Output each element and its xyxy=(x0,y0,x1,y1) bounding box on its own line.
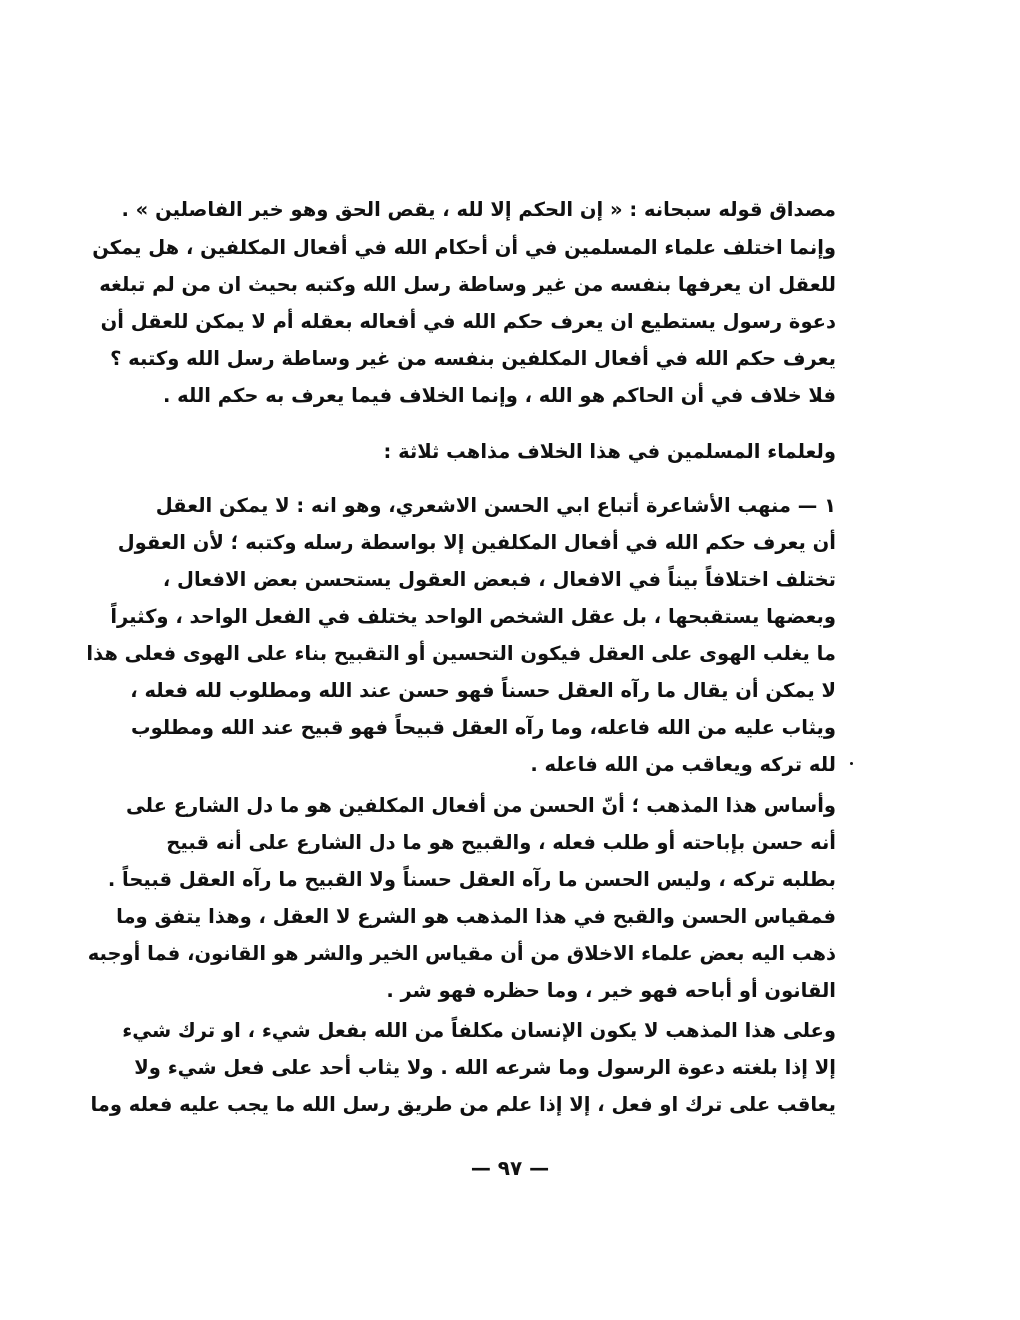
text-line: ولعلماء المسلمين في هذا الخلاف مذاهب ثلاثة : xyxy=(383,440,836,463)
text-line: وبعضها يستقبحها ، بل عقل الشخص الواحد يختلف في الفعل الواحد ، وكثيراً xyxy=(110,605,836,628)
text-line: القانون أو أباحه فهو خير ، وما حظره فهو شر . xyxy=(386,979,836,1002)
text-line: وإنما اختلف علماء المسلمين في أن أحكام الله في أفعال المكلفين ، هل يمكن xyxy=(92,236,836,259)
text-line: ١ — منهب الأشاعرة أتباع ابي الحسن الاشعري، وهو انه : لا يمكن العقل xyxy=(155,494,836,517)
text-line: لله تركه ويعاقب من الله فاعله . xyxy=(530,753,836,776)
paragraph-disagreement xyxy=(92,229,836,414)
paragraph-basis-of-school xyxy=(87,787,836,1009)
paragraph-ashari-school xyxy=(86,487,836,783)
text-line: أنه حسن بإباحته أو طلب فعله ، والقبيح هو ما دل الشارع على أنه قبيح xyxy=(166,831,836,854)
text-line: أن يعرف حكم الله في أفعال المكلفين إلا بواسطة رسله وكتبه ؛ لأن العقول xyxy=(117,531,836,554)
print-speck xyxy=(850,762,853,765)
text-line: وعلى هذا المذهب لا يكون الإنسان مكلفاً من الله بفعل شيء ، او ترك شيء xyxy=(122,1019,836,1042)
text-line: لا يمكن أن يقال ما رآه العقل حسناً فهو حسن عند الله ومطلوب لله فعله ، xyxy=(130,679,836,702)
text-line: فلا خلاف في أن الحاكم هو الله ، وإنما الخلاف فيما يعرف به حكم الله . xyxy=(162,384,836,407)
page-number: — ٩٧ — xyxy=(470,1156,550,1180)
text-line: دعوة رسول يستطيع ان يعرف حكم الله في أفعاله بعقله أم لا يمكن للعقل أن xyxy=(100,310,836,333)
text-line: ويثاب عليه من الله فاعله، وما رآه العقل قبيحاً فهو قبيح عند الله ومطلوب xyxy=(130,716,836,739)
text-line: مصداق قوله سبحانه : « إن الحكم إلا لله ، يقص الحق وهو خير الفاصلين » . xyxy=(121,198,836,221)
text-line: ما يغلب الهوى على العقل فيكون التحسين أو التقبيح بناء على الهوى فعلى هذا xyxy=(86,642,836,665)
paragraph-obligation xyxy=(90,1012,836,1123)
text-line: يعرف حكم الله في أفعال المكلفين بنفسه من غير وساطة رسل الله وكتبه ؟ xyxy=(110,347,836,370)
text-line: للعقل ان يعرفها بنفسه من غير وساطة رسل الله وكتبه بحيث ان من لم تبلغه xyxy=(99,273,836,296)
text-line: إلا إذا بلغته دعوة الرسول وما شرعه الله . ولا يثاب أحد على فعل شيء ولا xyxy=(134,1056,836,1079)
paragraph-quran-quote xyxy=(121,191,836,228)
text-line: بطلبه تركه ، وليس الحسن ما رآه العقل حسناً ولا القبيح ما رآه العقل قبيحاً . xyxy=(107,868,836,891)
text-line: تختلف اختلافاً بيناً في الافعال ، فبعض العقول يستحسن بعض الافعال ، xyxy=(162,568,836,591)
text-line: وأساس هذا المذهب ؛ أنّ الحسن من أفعال المكلفين هو ما دل الشارع على xyxy=(125,794,836,817)
text-line: يعاقب على ترك او فعل ، إلا إذا علم من طريق رسل الله ما يجب عليه فعله وما xyxy=(90,1093,836,1116)
text-line: فمقياس الحسن والقبح في هذا المذهب هو الشرع لا العقل ، وهذا يتفق وما xyxy=(116,905,836,928)
text-line: ذهب اليه بعض علماء الاخلاق من أن مقياس الخير والشر هو القانون، فما أوجبه xyxy=(87,942,836,965)
paragraph-three-schools xyxy=(186,433,836,470)
